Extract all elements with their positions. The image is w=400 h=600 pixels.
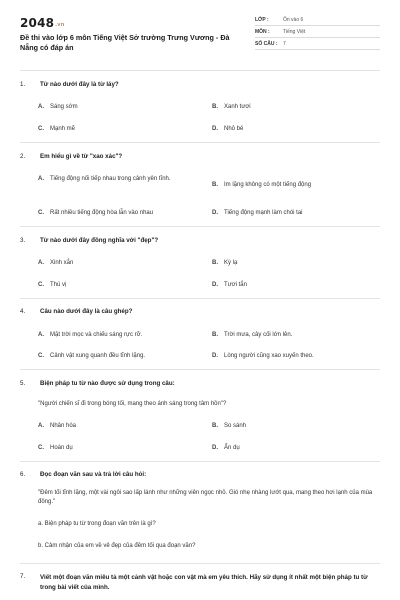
meta-row-class [255, 14, 380, 26]
option-text: Sáng sớm [50, 104, 78, 110]
option-text: Kỳ lạ [224, 260, 238, 266]
option-text: Nhỏ bé [224, 126, 244, 132]
divider [20, 142, 380, 143]
logo-sub: .vn [55, 22, 65, 28]
option-a[interactable] [38, 175, 208, 184]
question-number: 2. [20, 153, 26, 160]
meta-value: 7 [283, 40, 286, 47]
question-2 [20, 153, 380, 161]
option-b[interactable] [212, 331, 380, 340]
question-text: Em hiểu gì về từ "xao xác"? [40, 153, 123, 160]
meta-info [255, 14, 380, 50]
option-letter: A. [38, 332, 44, 338]
question-number: 1. [20, 81, 26, 88]
site-logo[interactable] [20, 16, 65, 30]
option-letter: B. [212, 260, 218, 266]
option-text: Lòng người cũng xao xuyến theo. [224, 353, 314, 359]
question-6 [20, 471, 380, 479]
option-text: Cảnh vật xung quanh đều tĩnh lặng. [50, 353, 146, 359]
option-a[interactable] [38, 422, 203, 431]
divider [20, 70, 380, 71]
divider [20, 369, 380, 370]
option-b[interactable] [212, 181, 380, 190]
option-letter: C. [38, 445, 44, 451]
option-d[interactable] [212, 209, 380, 218]
meta-row-subject [255, 26, 380, 38]
option-letter: B. [212, 182, 218, 188]
option-text: Trời mưa, cây cối lớn lên. [224, 332, 293, 338]
option-text: Tiếng động nối tiếp nhau trong cảnh yên tĩnh. [50, 176, 171, 182]
option-text: Tươi tắn [224, 282, 247, 288]
option-text: Im lặng không có một tiếng động [224, 182, 312, 188]
question-1 [20, 81, 380, 89]
option-letter: D. [212, 353, 218, 359]
option-letter: D. [212, 445, 218, 451]
sub-question-a: a. Biện pháp tu từ trong đoạn văn trên là gì? [38, 521, 156, 527]
question-quote: "Người chiến sĩ đi trong bóng tối, mang theo ánh sáng trong tâm hồn"? [38, 401, 227, 407]
option-text: Thú vị [50, 282, 67, 288]
option-text: Xinh xắn [50, 260, 74, 266]
question-number: 4. [20, 308, 26, 315]
option-letter: C. [38, 126, 44, 132]
option-letter: C. [38, 210, 44, 216]
option-letter: C. [38, 282, 44, 288]
question-text: Biện pháp tu từ nào được sử dụng trong câu: [40, 380, 175, 387]
option-d[interactable] [212, 352, 380, 361]
option-letter: A. [38, 176, 44, 182]
option-letter: B. [212, 423, 218, 429]
option-c[interactable] [38, 125, 203, 134]
option-b[interactable] [212, 259, 377, 268]
option-text: Nhân hóa [50, 423, 77, 429]
option-a[interactable] [38, 103, 203, 112]
divider [20, 461, 380, 462]
option-letter: B. [212, 332, 218, 338]
question-number: 5. [20, 380, 26, 387]
meta-value: Tiếng Việt [283, 28, 306, 35]
option-text: Mặt trời mọc và chiếu sáng rực rỡ. [50, 332, 143, 338]
question-text: Từ nào dưới đây đồng nghĩa với "đẹp"? [40, 237, 159, 244]
question-text: Từ nào dưới đây là từ láy? [40, 81, 119, 88]
meta-row-count [255, 38, 380, 50]
option-text: Tiếng động mạnh làm chói tai [224, 210, 303, 216]
option-b[interactable] [212, 422, 377, 431]
option-letter: A. [38, 104, 44, 110]
meta-value: Ôn vào 6 [283, 16, 304, 23]
option-c[interactable] [38, 209, 208, 218]
option-letter: C. [38, 353, 44, 359]
question-quote: "Đêm tối tĩnh lặng, một vài ngôi sao lấp lánh như những viên ngọc nhỏ. Gió nhẹ nhàng lướt qua, mang theo hơi lạnh của mùa đông." [38, 490, 373, 505]
option-letter: D. [212, 126, 218, 132]
option-text: So sánh [224, 423, 247, 429]
option-text: Hoán dụ [50, 445, 73, 451]
sub-question-b: b. Cảm nhận của em về vẻ đẹp của đêm tối qua đoạn văn? [38, 543, 196, 549]
option-a[interactable] [38, 331, 208, 340]
question-7 [20, 573, 380, 592]
question-4 [20, 308, 380, 316]
divider [20, 226, 380, 227]
meta-key: MÔN : [255, 28, 270, 35]
question-3 [20, 237, 380, 245]
option-b[interactable] [212, 103, 377, 112]
divider [20, 563, 380, 564]
question-number: 3. [20, 237, 26, 244]
option-c[interactable] [38, 352, 208, 361]
option-letter: B. [212, 104, 218, 110]
meta-key: SỐ CÂU : [255, 40, 278, 47]
header [0, 0, 400, 68]
question-text: Viết một đoạn văn miêu tả một cảnh vật hoặc con vật mà em yêu thích. Hãy sử dụng ít nhất một biện pháp tu từ trong bài viết của mình. [40, 574, 368, 591]
option-text: Mạnh mẽ [50, 126, 76, 132]
option-d[interactable] [212, 281, 377, 290]
option-c[interactable] [38, 281, 203, 290]
option-c[interactable] [38, 444, 203, 453]
question-text: Câu nào dưới đây là câu ghép? [40, 308, 133, 315]
option-d[interactable] [212, 444, 377, 453]
logo-main: 2048 [20, 16, 55, 30]
option-text: Xanh tươi [224, 104, 251, 110]
option-letter: A. [38, 260, 44, 266]
option-text: Rất nhiều tiếng động hòa lẫn vào nhau [50, 210, 154, 216]
option-d[interactable] [212, 125, 377, 134]
question-text: Đọc đoạn văn sau và trả lời câu hỏi: [40, 471, 147, 478]
question-number: 7. [20, 573, 26, 580]
document-title: Đề thi vào lớp 6 môn Tiếng Việt Sở trường Trưng Vương - Đà Nẵng có đáp án [20, 33, 230, 52]
option-letter: D. [212, 282, 218, 288]
meta-key: LỚP : [255, 16, 269, 23]
question-number: 6. [20, 471, 26, 478]
option-text: Ẩn dụ [224, 445, 240, 451]
divider [20, 298, 380, 299]
option-letter: A. [38, 423, 44, 429]
option-letter: D. [212, 210, 218, 216]
question-5 [20, 380, 380, 388]
option-a[interactable] [38, 259, 203, 268]
